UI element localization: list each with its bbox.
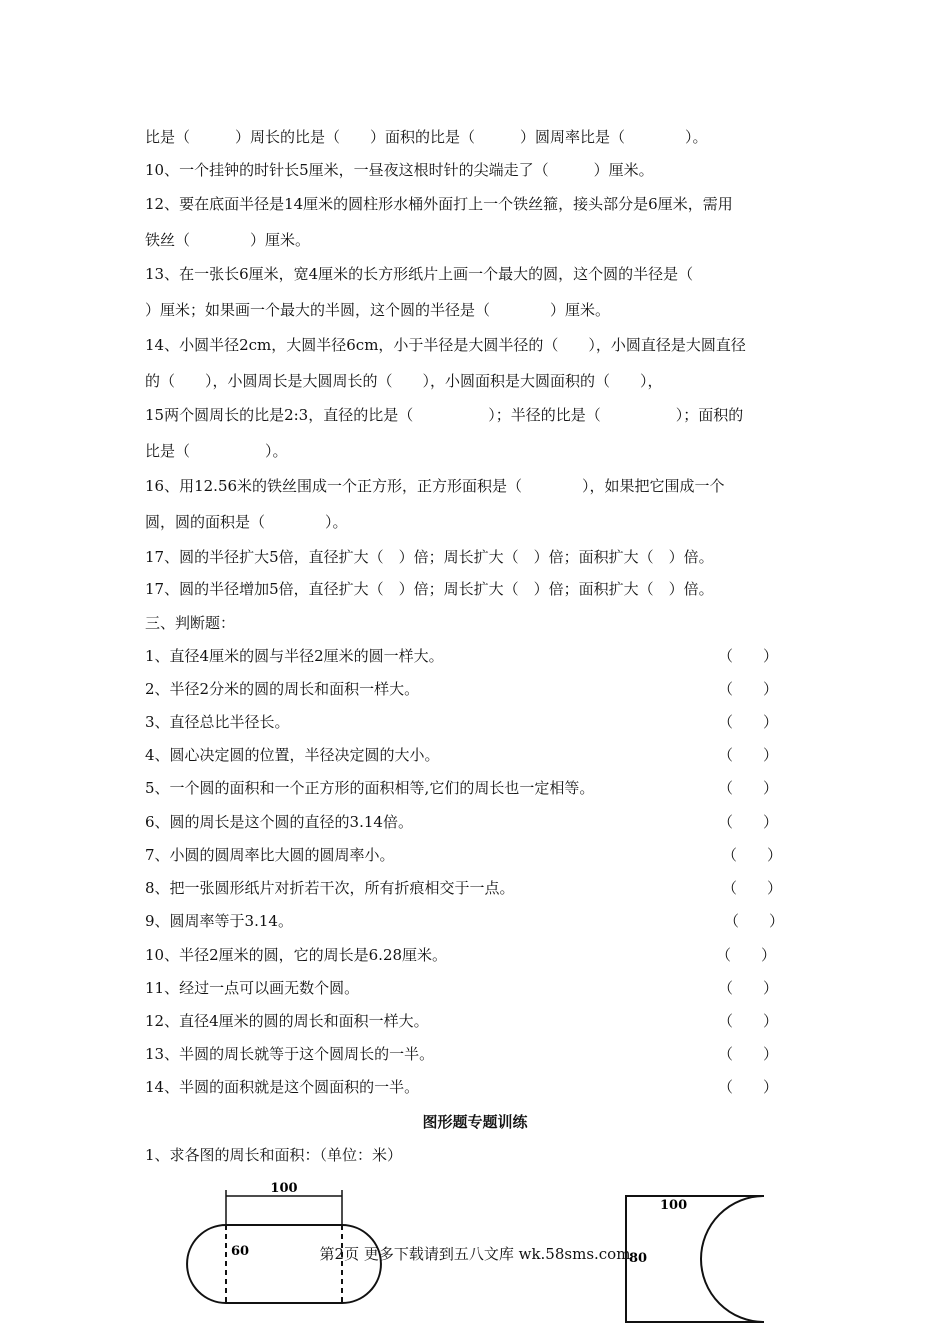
cutout-width-label: 100 — [660, 1198, 688, 1213]
judge-item-1: 1、直径4厘米的圆与半径2厘米的圆一样大。 — [145, 647, 444, 665]
answer-bracket: （ ） — [718, 1045, 779, 1063]
answer-bracket: （ ） — [718, 1078, 779, 1096]
fill-line-8: 的（ ），小圆周长是大圆周长的（ ），小圆面积是大圆面积的（ ）， — [145, 372, 663, 390]
fill-line-9: 15两个圆周长的比是2:3，直径的比是（ ）；半径的比是（ ）；面积的 — [145, 406, 744, 424]
answer-bracket: （ ） — [718, 979, 779, 997]
answer-bracket: （ ） — [718, 647, 779, 665]
judge-item-10: 10、半径2厘米的圆，它的周长是6.28厘米。 — [145, 946, 448, 964]
answer-bracket: （ ） — [722, 879, 783, 897]
page-footer: 第2页 更多下载请到五八文库 wk.58sms.com — [319, 1245, 631, 1263]
judge-item-7: 7、小圆的圆周率比大圆的圆周率小。 — [145, 846, 395, 864]
fill-line-10: 比是（ ）。 — [145, 442, 288, 460]
fill-line-7: 14、小圆半径2cm，大圆半径6cm，小于半径是大圆半径的（ ），小圆直径是大圆直径 — [145, 336, 746, 354]
question-1: 1、求各图的周长和面积：（单位：米） — [145, 1146, 403, 1164]
judge-item-13: 13、半圆的周长就等于这个圆周长的一半。 — [145, 1045, 435, 1063]
answer-bracket: （ ） — [718, 746, 779, 764]
fill-line-6: ）厘米；如果画一个最大的半圆，这个圆的半径是（ ）厘米。 — [145, 301, 611, 319]
judge-heading: 三、判断题： — [145, 614, 236, 632]
answer-bracket: （ ） — [718, 680, 779, 698]
judge-item-5: 5、一个圆的面积和一个正方形的面积相等,它们的周长也一定相等。 — [145, 779, 595, 797]
fill-line-3: 12、要在底面半径是14厘米的圆柱形水桶外面打上一个铁丝箍，接头部分是6厘米，需用 — [145, 195, 733, 213]
judge-item-2: 2、半径2分米的圆的周长和面积一样大。 — [145, 680, 420, 698]
stadium-outline — [187, 1225, 381, 1303]
answer-bracket: （ ） — [718, 713, 779, 731]
section-title: 图形题专题训练 — [422, 1113, 528, 1131]
fill-line-4: 铁丝（ ）厘米。 — [145, 231, 311, 249]
judge-item-6: 6、圆的周长是这个圆的直径的3.14倍。 — [145, 813, 413, 831]
stadium-height-label: 60 — [231, 1244, 250, 1259]
fill-line-13: 17、圆的半径扩大5倍，直径扩大（ ）倍；周长扩大（ ）倍；面积扩大（ ）倍。 — [145, 548, 714, 566]
judge-item-11: 11、经过一点可以画无数个圆。 — [145, 979, 360, 997]
answer-bracket: （ ） — [718, 1012, 779, 1030]
answer-bracket: （ ） — [718, 779, 779, 797]
cutout-height-label: 80 — [629, 1251, 648, 1266]
judge-item-14: 14、半圆的面积就是这个圆面积的一半。 — [145, 1078, 420, 1096]
judge-item-3: 3、直径总比半径长。 — [145, 713, 290, 731]
answer-bracket: （ ） — [716, 946, 777, 964]
judge-item-12: 12、直径4厘米的圆的周长和面积一样大。 — [145, 1012, 429, 1030]
stadium-width-label: 100 — [270, 1181, 298, 1196]
fill-line-11: 16、用12.56米的铁丝围成一个正方形，正方形面积是（ ），如果把它围成一个 — [145, 477, 725, 495]
judge-item-4: 4、圆心决定圆的位置，半径决定圆的大小。 — [145, 746, 440, 764]
fill-line-2: 10、一个挂钟的时针长5厘米，一昼夜这根时针的尖端走了（ ）厘米。 — [145, 161, 654, 179]
answer-bracket: （ ） — [724, 912, 785, 930]
answer-bracket: （ ） — [718, 813, 779, 831]
fill-line-1: 比是（ ）周长的比是（ ）面积的比是（ ）圆周率比是（ ）。 — [145, 128, 708, 146]
fill-line-14: 17、圆的半径增加5倍，直径扩大（ ）倍；周长扩大（ ）倍；面积扩大（ ）倍。 — [145, 580, 714, 598]
judge-item-8: 8、把一张圆形纸片对折若干次，所有折痕相交于一点。 — [145, 879, 515, 897]
fill-line-5: 13、在一张长6厘米，宽4厘米的长方形纸片上画一个最大的圆，这个圆的半径是（ — [145, 265, 694, 283]
judge-item-9: 9、圆周率等于3.14。 — [145, 912, 293, 930]
answer-bracket: （ ） — [722, 846, 783, 864]
fill-line-12: 圆，圆的面积是（ ）。 — [145, 513, 348, 531]
